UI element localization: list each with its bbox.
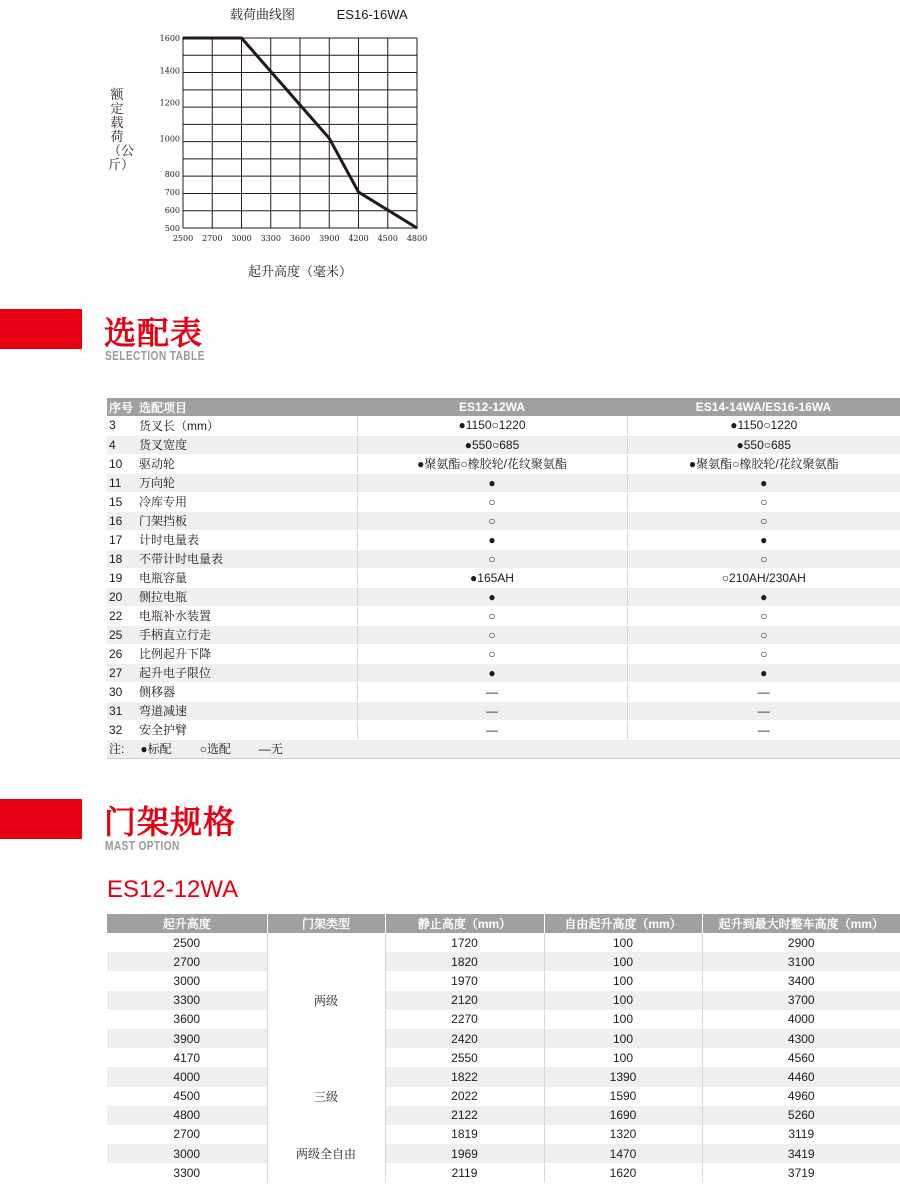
y-tick-label: 600 xyxy=(164,206,180,216)
row-item: 电瓶容量 xyxy=(137,568,357,587)
row-item: 侧移器 xyxy=(137,682,357,701)
row-es14-es16-value: — xyxy=(627,682,900,701)
row-item: 手柄直立行走 xyxy=(137,625,357,644)
free-lift-cell: 100 xyxy=(544,1010,702,1029)
mast-type-cell: 三级 xyxy=(267,1067,385,1125)
selection-section-title: 选配表 xyxy=(104,315,204,351)
y-tick-label: 800 xyxy=(164,170,180,180)
mast-row xyxy=(107,1163,900,1182)
row-item: 冷库专用 xyxy=(137,492,357,511)
row-no: 22 xyxy=(107,606,137,625)
row-item: 起升电子限位 xyxy=(137,663,357,682)
row-es14-es16-value: ○ xyxy=(627,606,900,625)
row-no: 17 xyxy=(107,530,137,549)
selection-section-accent-bar xyxy=(0,309,82,349)
row-item: 安全护臂 xyxy=(137,720,357,739)
selection-row xyxy=(107,606,900,625)
mast-row xyxy=(107,952,900,971)
selection-row xyxy=(107,454,900,473)
row-no: 25 xyxy=(107,625,137,644)
selection-row xyxy=(107,530,900,549)
row-es14-es16-value: ○ xyxy=(627,549,900,568)
header-es14-es16: ES14-14WA/ES16-16WA xyxy=(627,398,900,416)
row-es12-value: — xyxy=(357,720,627,739)
row-no: 15 xyxy=(107,492,137,511)
row-no: 26 xyxy=(107,644,137,663)
lift-height-cell: 2700 xyxy=(107,1125,267,1144)
header-mast-type: 门架类型 xyxy=(267,914,385,933)
lowered-height-cell: 2420 xyxy=(385,1029,544,1048)
x-tick-label: 3900 xyxy=(319,234,340,243)
free-lift-cell: 100 xyxy=(544,971,702,990)
selection-row xyxy=(107,701,900,720)
selection-row xyxy=(107,473,900,492)
row-es14-es16-value: ●1150○1220 xyxy=(627,416,900,435)
lift-height-cell: 3300 xyxy=(107,1163,267,1182)
selection-row xyxy=(107,625,900,644)
extended-height-cell: 3700 xyxy=(702,991,900,1010)
row-es14-es16-value: ● xyxy=(627,473,900,492)
mast-section-title: 门架规格 xyxy=(104,804,237,840)
selection-row xyxy=(107,568,900,587)
mast-row xyxy=(107,1067,900,1086)
extended-height-cell: 2900 xyxy=(702,933,900,952)
header-no: 序号 xyxy=(107,398,137,416)
y-tick-label: 1600 xyxy=(159,34,180,43)
load-curve-point xyxy=(358,191,360,193)
lift-height-cell: 2500 xyxy=(107,933,267,952)
row-item: 计时电量表 xyxy=(137,530,357,549)
row-no: 11 xyxy=(107,473,137,492)
row-item: 万向轮 xyxy=(137,473,357,492)
y-tick-label: 1400 xyxy=(159,66,180,76)
mast-table xyxy=(107,914,900,1182)
lift-height-cell: 3000 xyxy=(107,1144,267,1163)
x-tick-label: 3000 xyxy=(231,234,252,243)
lift-height-cell: 3300 xyxy=(107,991,267,1010)
row-es14-es16-value: ● xyxy=(627,663,900,682)
chart-title xyxy=(230,4,408,23)
row-no: 10 xyxy=(107,454,137,473)
row-es12-value: — xyxy=(357,682,627,701)
header-item: 选配项目 xyxy=(137,398,357,416)
lowered-height-cell: 1970 xyxy=(385,971,544,990)
load-curve-point xyxy=(328,138,330,140)
mast-section-subtitle: MAST OPTION xyxy=(105,838,180,853)
row-es14-es16-value: ○ xyxy=(627,625,900,644)
chart-title-text: 载荷曲线图 xyxy=(230,7,296,22)
row-no: 19 xyxy=(107,568,137,587)
row-no: 3 xyxy=(107,416,137,435)
lift-height-cell: 4170 xyxy=(107,1048,267,1067)
extended-height-cell: 5260 xyxy=(702,1106,900,1125)
row-no: 31 xyxy=(107,701,137,720)
row-item: 电瓶补水装置 xyxy=(137,606,357,625)
load-curve-point xyxy=(416,227,418,229)
mast-section-accent-bar xyxy=(0,799,82,839)
lift-height-cell: 4800 xyxy=(107,1106,267,1125)
lift-height-cell: 3600 xyxy=(107,1010,267,1029)
mast-type-cell: 两级全自由 xyxy=(267,1125,385,1183)
selection-row xyxy=(107,492,900,511)
x-tick-label: 4500 xyxy=(377,234,398,243)
y-tick-label: 700 xyxy=(164,188,180,198)
note-none: —无 xyxy=(258,742,283,756)
free-lift-cell: 1690 xyxy=(544,1106,702,1125)
extended-height-cell: 3719 xyxy=(702,1163,900,1182)
row-no: 16 xyxy=(107,511,137,530)
extended-height-cell: 3419 xyxy=(702,1144,900,1163)
row-es14-es16-value: ●550○685 xyxy=(627,435,900,454)
row-no: 4 xyxy=(107,435,137,454)
chart-y-axis-label: 额定载荷（公斤） xyxy=(108,87,135,172)
mast-row xyxy=(107,991,900,1010)
row-es12-value: ○ xyxy=(357,606,627,625)
x-tick-label: 4200 xyxy=(348,234,369,243)
selection-table xyxy=(107,398,900,759)
free-lift-cell: 1390 xyxy=(544,1067,702,1086)
row-item: 不带计时电量表 xyxy=(137,549,357,568)
selection-row xyxy=(107,682,900,701)
lowered-height-cell: 2120 xyxy=(385,991,544,1010)
extended-height-cell: 3119 xyxy=(702,1125,900,1144)
header-extended-height: 起升到最大时整车高度（mm） xyxy=(702,914,900,933)
selection-note-row xyxy=(107,739,900,758)
mast-row xyxy=(107,1106,900,1125)
y-tick-label: 1000 xyxy=(159,134,180,144)
x-tick-label: 3600 xyxy=(289,234,311,243)
row-item: 侧拉电瓶 xyxy=(137,587,357,606)
row-es12-value: ● xyxy=(357,530,627,549)
mast-type-cell: 两级 xyxy=(267,933,385,1067)
row-es12-value: ●1150○1220 xyxy=(357,416,627,435)
mast-row xyxy=(107,1144,900,1163)
chart-x-axis-label: 起升高度（毫米） xyxy=(248,264,353,279)
x-tick-label: 4800 xyxy=(406,234,428,243)
lowered-height-cell: 2119 xyxy=(385,1163,544,1182)
mast-model-title: ES12-12WA xyxy=(107,876,239,903)
row-es14-es16-value: — xyxy=(627,701,900,720)
selection-row xyxy=(107,416,900,435)
row-es14-es16-value: — xyxy=(627,720,900,739)
row-es12-value: ○ xyxy=(357,549,627,568)
free-lift-cell: 1320 xyxy=(544,1125,702,1144)
lowered-height-cell: 1720 xyxy=(385,933,544,952)
row-item: 货叉长（mm） xyxy=(137,416,357,435)
note-optional: ○选配 xyxy=(199,742,231,756)
row-item: 门架挡板 xyxy=(137,511,357,530)
row-es14-es16-value: ●聚氨酯○橡胶轮/花纹聚氨酯 xyxy=(627,454,900,473)
selection-row xyxy=(107,587,900,606)
row-es12-value: ○ xyxy=(357,492,627,511)
mast-row xyxy=(107,933,900,952)
free-lift-cell: 1470 xyxy=(544,1144,702,1163)
row-es14-es16-value: ● xyxy=(627,587,900,606)
mast-row xyxy=(107,1125,900,1144)
selection-section-subtitle: SELECTION TABLE xyxy=(105,348,205,363)
header-lift-height: 起升高度 xyxy=(107,914,267,933)
extended-height-cell: 4560 xyxy=(702,1048,900,1067)
row-no: 18 xyxy=(107,549,137,568)
row-es12-value: ○ xyxy=(357,511,627,530)
row-item: 驱动轮 xyxy=(137,454,357,473)
x-tick-label: 3300 xyxy=(260,234,281,243)
row-item: 比例起升下降 xyxy=(137,644,357,663)
mast-row xyxy=(107,1087,900,1106)
lift-height-cell: 4500 xyxy=(107,1087,267,1106)
extended-height-cell: 3100 xyxy=(702,952,900,971)
free-lift-cell: 100 xyxy=(544,1048,702,1067)
row-es12-value: ●550○685 xyxy=(357,435,627,454)
row-es14-es16-value: ○ xyxy=(627,511,900,530)
row-no: 30 xyxy=(107,682,137,701)
row-no: 32 xyxy=(107,720,137,739)
mast-table-header xyxy=(107,914,900,933)
selection-row xyxy=(107,720,900,739)
selection-row xyxy=(107,511,900,530)
row-es12-value: ● xyxy=(357,663,627,682)
row-es14-es16-value: ● xyxy=(627,530,900,549)
lift-height-cell: 3000 xyxy=(107,971,267,990)
row-es12-value: ●聚氨酯○橡胶轮/花纹聚氨酯 xyxy=(357,454,627,473)
load-curve-point xyxy=(182,37,184,39)
y-tick-label: 1200 xyxy=(159,98,180,108)
row-es14-es16-value: ○ xyxy=(627,644,900,663)
extended-height-cell: 4460 xyxy=(702,1067,900,1086)
header-lowered-height: 静止高度（mm） xyxy=(385,914,544,933)
free-lift-cell: 100 xyxy=(544,1029,702,1048)
row-no: 20 xyxy=(107,587,137,606)
lowered-height-cell: 1820 xyxy=(385,952,544,971)
mast-row xyxy=(107,971,900,990)
y-tick-label: 500 xyxy=(164,224,180,233)
chart-model: ES16-16WA xyxy=(336,7,408,22)
extended-height-cell: 4960 xyxy=(702,1087,900,1106)
selection-row xyxy=(107,549,900,568)
row-es14-es16-value: ○ xyxy=(627,492,900,511)
load-curve-point xyxy=(241,37,243,39)
load-curve-chart xyxy=(150,28,430,248)
row-es12-value: ○ xyxy=(357,644,627,663)
selection-row xyxy=(107,435,900,454)
mast-row xyxy=(107,1048,900,1067)
extended-height-cell: 4000 xyxy=(702,1010,900,1029)
free-lift-cell: 1590 xyxy=(544,1087,702,1106)
free-lift-cell: 100 xyxy=(544,933,702,952)
lift-height-cell: 3900 xyxy=(107,1029,267,1048)
selection-note xyxy=(107,739,900,758)
lowered-height-cell: 1969 xyxy=(385,1144,544,1163)
row-item: 弯道减速 xyxy=(137,701,357,720)
lowered-height-cell: 1822 xyxy=(385,1067,544,1086)
row-no: 27 xyxy=(107,663,137,682)
note-standard: ●标配 xyxy=(140,742,172,756)
lowered-height-cell: 1819 xyxy=(385,1125,544,1144)
row-item: 货叉宽度 xyxy=(137,435,357,454)
row-es12-value: ○ xyxy=(357,625,627,644)
row-es14-es16-value: ○210AH/230AH xyxy=(627,568,900,587)
x-tick-label: 2700 xyxy=(202,234,223,243)
selection-row xyxy=(107,663,900,682)
lift-height-cell: 2700 xyxy=(107,952,267,971)
row-es12-value: ● xyxy=(357,587,627,606)
header-es12: ES12-12WA xyxy=(357,398,627,416)
lift-height-cell: 4000 xyxy=(107,1067,267,1086)
lowered-height-cell: 2122 xyxy=(385,1106,544,1125)
row-es12-value: ● xyxy=(357,473,627,492)
mast-row xyxy=(107,1029,900,1048)
row-es12-value: ●165AH xyxy=(357,568,627,587)
free-lift-cell: 1620 xyxy=(544,1163,702,1182)
free-lift-cell: 100 xyxy=(544,952,702,971)
row-es12-value: — xyxy=(357,701,627,720)
x-tick-label: 2500 xyxy=(172,234,194,243)
header-free-lift: 自由起升高度（mm） xyxy=(544,914,702,933)
selection-table-header xyxy=(107,398,900,416)
lowered-height-cell: 2270 xyxy=(385,1010,544,1029)
lowered-height-cell: 2550 xyxy=(385,1048,544,1067)
free-lift-cell: 100 xyxy=(544,991,702,1010)
mast-row xyxy=(107,1010,900,1029)
lowered-height-cell: 2022 xyxy=(385,1087,544,1106)
extended-height-cell: 4300 xyxy=(702,1029,900,1048)
extended-height-cell: 3400 xyxy=(702,971,900,990)
note-label: 注: xyxy=(109,742,125,756)
selection-row xyxy=(107,644,900,663)
